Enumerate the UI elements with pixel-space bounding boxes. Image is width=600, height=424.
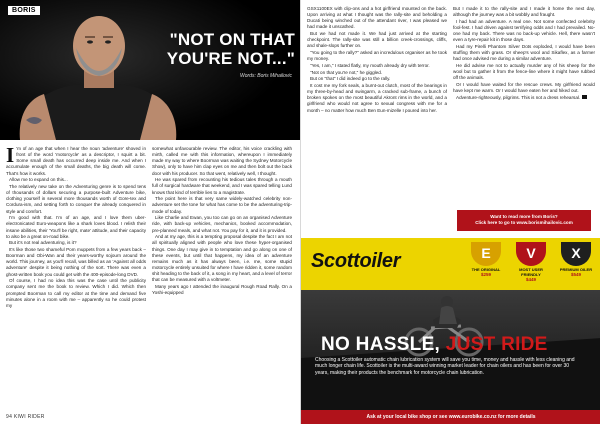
paragraph: somewhat unfavourable review. The editor, his voice crackling with mirth, called me with this information, whereupon I immediately made my way to where Boorman was waiting the Sydney Motorcycle Show), only to have him clap eyes on me and then bolt out the back door with his producer. So that went, relatively well, I thought.	[152, 146, 292, 176]
rider-portrait-illustration	[0, 0, 300, 140]
paragraph: 'm of an age that when I hear the noun 'adventure' shoved in front of the word 'motorcycle' as a descriptor, I squirt a bit. Some small death has occurred deep inside me. And when I accumulate enough of the small deaths, the big death will come. That's how it works.	[6, 146, 146, 176]
paragraph: He was spared from recounting his tedious tales through a mouth full of surgical hardware that weekend, and I was spared telling Lund knows that kind of terrible lies to a magistrate.	[152, 177, 292, 195]
hero-photo	[0, 0, 300, 140]
paragraph: The relatively new take on the Adventuring genre is to spend tens of thousands of dollars securing a purpose-built Adventure bike, clothing yourself in several more thousands worth of Gore-tex and Cordura-ism, and setting forth to conquer the already conquered in style and comfort.	[6, 183, 146, 214]
article-headline: "NOT ON THAT YOU'RE NOT..."	[166, 30, 295, 68]
right-page	[300, 0, 600, 424]
paragraph: Adventure-righteously, pilgrims. This is not a dress rehearsal.	[456, 94, 581, 100]
paragraph: He did advise me not to actually murder any of his sheep for the wool but to gather it from the fence-line where it might have rubbed off the animals.	[453, 62, 595, 81]
product-shields	[464, 242, 598, 286]
paragraph: And at my age, this is a tempting proposal despite the fact I am not all spiritually aligned with people who love these hyper-organised things. One day I may give in to temptation and go along on one of these events, but until that happens, my idea of an adventure remains much as it has always been, i.e. me, some stupid motorcycle entirely unsuited for where I have ridden it, some random shit heading to the back of it, a song in my heart, and a level of terror that can be measured with a voltmeter.	[152, 234, 292, 283]
product-shield-x[interactable]	[556, 242, 596, 286]
left-column-1	[6, 146, 146, 408]
paragraph: GSX1100EX with clip-ons and a hot girlfriend mounted on the back. Upon arriving at what I thought was the rally-site and beholding a Ducati being winched out of the attendant river, I was pleased we had made it unscathed.	[307, 6, 447, 30]
ad-headline	[321, 334, 548, 356]
shield-price: $259	[480, 272, 491, 277]
paragraph: It cost me my fork seals, a burnt-out clutch, most of the bearings in my three-by-head and swingarm, a cracked sub-frame, a bunch of broken spokes on the most beautiful Akront rims in the world, and a girlfriend who would not agree to sexual congress with me for a month – no matter how much Ben Eun-mizelle I poured into her.	[307, 82, 447, 113]
left-column-2	[152, 146, 292, 408]
drop-cap: I	[6, 146, 15, 167]
paragraph: "Yes, I am," I stated flatly, my mouth already dry with terror.	[310, 62, 430, 68]
cta-line-1: Want to read more from Boris?	[490, 214, 558, 219]
page-folio: 94 KIWI RIDER	[6, 414, 45, 420]
shield-letter: E	[471, 242, 501, 266]
shield-price: $449	[525, 277, 536, 282]
section-tag: BORIS	[8, 6, 40, 15]
read-more-link[interactable]	[457, 210, 591, 231]
shield-title: THE ORIGINAL	[471, 267, 501, 272]
shield-price: $549	[570, 272, 581, 277]
right-column-1	[307, 6, 447, 232]
ad-footer[interactable]: Ask at your local bike shop or see www.eurobike.co.nz for more details	[301, 410, 600, 424]
paragraph: But on "that" I did indeed go to the rally.	[310, 76, 391, 82]
paragraph: Like Charlie and Ewan, you too can go on an organised Adventure ride, with back-up vehicles, mechanics, booked accommodation, pre-planned meals, and what not. You pay for it, and it is provided.	[152, 215, 292, 233]
paragraph: Or I would have waited for the rescue crews. My girlfriend would have kept me warm. Or I would have eaten her and hiked out.	[453, 81, 595, 94]
paragraph: I had had an adventure. A real one. Not some confected celebrity fool-fest. I had driven against terrifying odds and I had prevailed. No-one had my back. There was no back-up vehicle. Hell, there wasn't even a tyre-repair kit in those days.	[453, 18, 595, 43]
cta-line-2: Click here to go to www.borismihailovic.com	[475, 220, 573, 225]
byline: Words: Boris Mihailovic	[240, 73, 292, 79]
shield-letter: X	[561, 242, 591, 266]
paragraph: The point here is that very same widely-watched celebrity non-adventure set the tone for what has come to be the adventuring-trip-mode of today.	[152, 196, 292, 214]
ad-header	[301, 238, 600, 290]
paragraph: "Not on that you're not," he giggled.	[310, 69, 383, 75]
paragraph: But we had not made it. We had just arrived at the starting checkpoint. The rally-site was still a billion creek-crossings, cliffs, and shale-slops further on.	[307, 31, 447, 49]
paragraph: Allow me to expand on this...	[9, 177, 68, 183]
paragraph: Many years ago I attended the inaugural Rough Road Rally. On a Yoshi-equipped	[152, 283, 292, 296]
shield-letter: V	[516, 242, 546, 266]
paragraph: But it's not real adventuring, is it?	[9, 240, 77, 246]
right-column-2	[453, 6, 595, 206]
ad-headline-a: NO HASSLE,	[321, 334, 446, 355]
ad-headline-b: JUST RIDE	[445, 334, 548, 355]
product-shield-e[interactable]	[466, 242, 506, 286]
product-shield-v[interactable]	[511, 242, 551, 286]
paragraph: I'm good with that. I'm of an age, and I love them uber-electronicated Euro-weapons like a shark loves blood. I relish their insane abilities, their 'You'll be right, mate' attitude, and their capacity to also be a great on-road bike.	[6, 215, 146, 239]
brand-logo: Scottoiler	[311, 250, 401, 272]
paragraph: Had my Pirelli Phantom Silver Dots exploded, I would have been stuffing them with grass. Or sheep's wool and Sikaflex, as a farmer had once advised me during a similar adventure.	[453, 43, 595, 62]
end-mark-icon	[582, 95, 587, 99]
paragraph: Of course, I had no idea this was the case until the publicity company sent me the book to review. Which I did. Which then prompted Boorman to call my editor at the time and demand five minutes alone in a room with me – apparently so he could protest my	[6, 278, 146, 308]
shield-title: PREMIUM OILER	[559, 267, 593, 272]
ad-body-text: Choosing a Scottoiler automatic chain lubrication system will save you time, money and hassle with less cleaning and much longer chain life. Scottoiler is the multi-award winning market leader for chain oilers and has been for over 30 years, making their products the benchmark for motorcycle chain lubrication.	[315, 357, 575, 376]
paragraph: It's like those two shameful Pom muppets from a few years back – Boorman and Obi-Wan and their years-worthy sojourn around the world. This journey, as you'll recall, was billed as an 'Against all odds adventure' despite it being nothing of the sort. There was even a ghost-written book you could get with the 400-episode-long DVD.	[6, 247, 146, 277]
shield-title: MOST USER FRIENDLY	[519, 267, 543, 277]
paragraph: "You going to the rally?" asked an incredulous organiser as he took my money.	[307, 50, 447, 62]
paragraph: But I made it to the rally-site and I made it home the next day, although the journey was a bit wobbly and fraught.	[453, 6, 595, 18]
scottoiler-advert[interactable]	[301, 238, 600, 424]
